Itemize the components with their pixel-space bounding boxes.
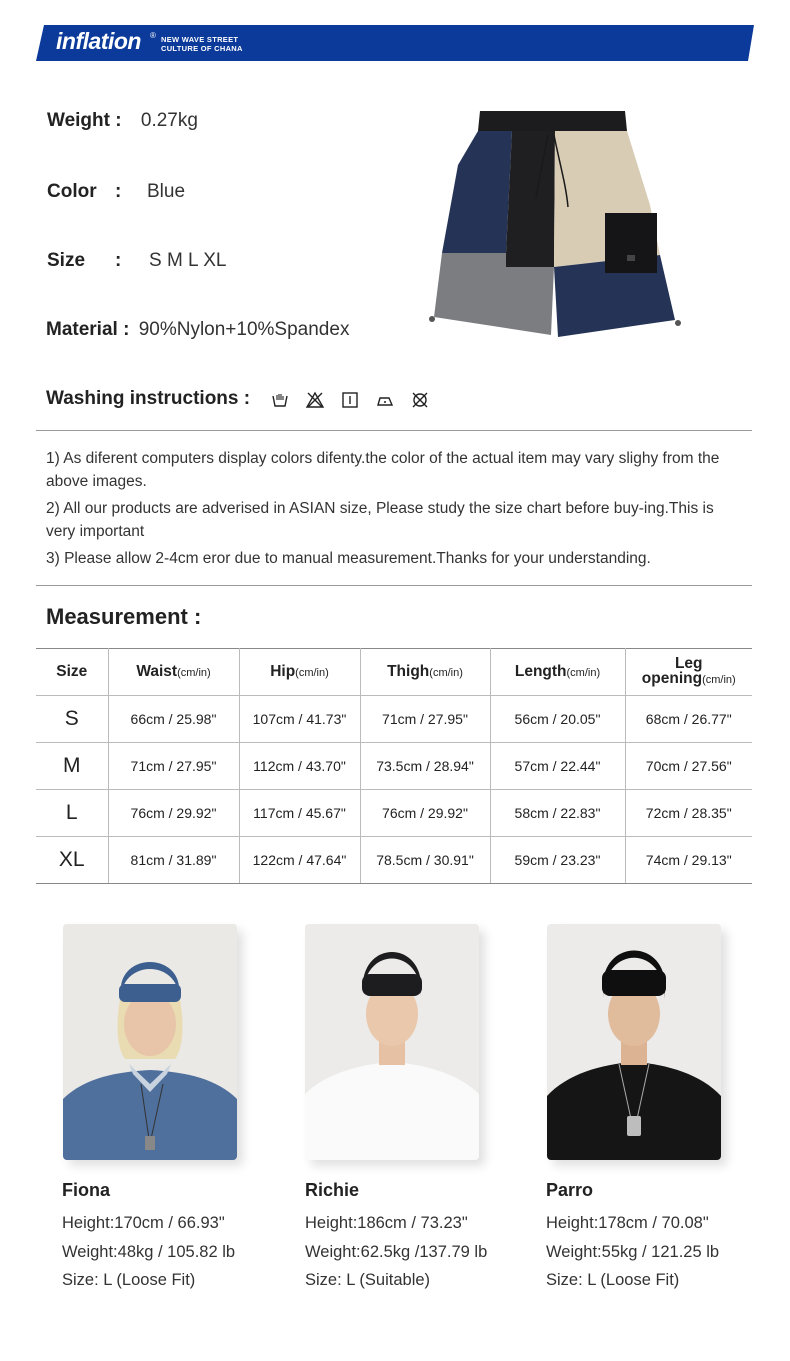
- cell-thigh: 73.5cm / 28.94": [360, 743, 490, 790]
- cell-size: XL: [36, 837, 108, 884]
- cell-leg-opening: 68cm / 26.77": [625, 696, 752, 743]
- model-photo-fiona: [63, 924, 237, 1160]
- brand-logo: inflation: [56, 28, 141, 54]
- cell-waist: 66cm / 25.98": [108, 696, 239, 743]
- model-weight: Weight:55kg / 121.25 lb: [546, 1242, 720, 1261]
- note-1: 1) As diferent computers display colors difenty.the color of the actual item may vary slighy from the above images.: [46, 450, 720, 490]
- model-name: Fiona: [62, 1180, 110, 1200]
- note-3: 3) Please allow 2-4cm eror due to manual measurement.Thanks for your understanding.: [46, 550, 651, 567]
- tagline-line-1: NEW WAVE STREET: [161, 35, 239, 44]
- cell-hip: 112cm / 43.70": [239, 743, 360, 790]
- model-height: Height:186cm / 73.23": [305, 1214, 468, 1232]
- model-height: Height:170cm / 66.93": [62, 1214, 225, 1232]
- table-header-row: [36, 649, 752, 696]
- cell-length: 58cm / 22.83": [490, 790, 625, 837]
- measurement-title: Measurement :: [46, 604, 202, 629]
- cell-size: M: [36, 743, 108, 790]
- banner-shape: [36, 25, 754, 61]
- spec-material-value: 90%Nylon+10%Spandex: [138, 319, 350, 340]
- cell-size: L: [36, 790, 108, 837]
- product-shorts-image: [420, 105, 690, 350]
- table-row: [36, 837, 752, 884]
- spec-color-colon: :: [115, 181, 122, 202]
- header-waist: Waist(cm/in): [108, 649, 239, 696]
- model-info-fiona: [62, 1180, 235, 1295]
- spec-color: [47, 181, 186, 203]
- cell-leg-opening: 70cm / 27.56": [625, 743, 752, 790]
- note-2: 2) All our products are adverised in ASIAN size, Please study the size chart before buy-ing.This is very important: [46, 500, 714, 540]
- model-weight: Weight:62.5kg /137.79 lb: [305, 1242, 488, 1261]
- spec-material-label: Material :: [46, 319, 130, 340]
- divider-top: [36, 430, 752, 431]
- registered-mark: ®: [150, 31, 156, 40]
- model-size: Size: L (Loose Fit): [62, 1271, 196, 1289]
- spec-weight: [47, 110, 198, 132]
- cell-size: S: [36, 696, 108, 743]
- hand-wash-icon: [270, 390, 290, 410]
- header-hip: Hip(cm/in): [239, 649, 360, 696]
- spec-size-value: S M L XL: [149, 250, 227, 271]
- model-info-parro: [546, 1180, 719, 1295]
- spec-weight-value: 0.27kg: [140, 110, 198, 131]
- cell-hip: 107cm / 41.73": [239, 696, 360, 743]
- model-weight: Weight:48kg / 105.82 lb: [62, 1242, 236, 1261]
- cell-thigh: 78.5cm / 30.91": [360, 837, 490, 884]
- model-size: Size: L (Suitable): [305, 1271, 431, 1289]
- cell-length: 59cm / 23.23": [490, 837, 625, 884]
- model-photo-richie: [305, 924, 479, 1160]
- table-row: [36, 696, 752, 743]
- cell-thigh: 71cm / 27.95": [360, 696, 490, 743]
- header-length: Length(cm/in): [490, 649, 625, 696]
- size-chart-table: [36, 648, 752, 884]
- model-name: Richie: [305, 1180, 360, 1200]
- washing-icons: [270, 390, 430, 410]
- cell-waist: 81cm / 31.89": [108, 837, 239, 884]
- tagline-line-2: CULTURE OF CHANA: [161, 44, 243, 53]
- cell-leg-opening: 74cm / 29.13": [625, 837, 752, 884]
- spec-color-value: Blue: [147, 181, 186, 202]
- spec-size: [47, 250, 227, 272]
- no-bleach-icon: [305, 390, 325, 410]
- model-photo-parro: [547, 924, 721, 1160]
- cell-length: 56cm / 20.05": [490, 696, 625, 743]
- notes: [46, 447, 746, 574]
- hang-dry-icon: [340, 390, 360, 410]
- spec-size-colon: :: [115, 250, 122, 271]
- washing-instructions-label: Washing instructions :: [46, 388, 251, 409]
- model-name: Parro: [546, 1180, 594, 1200]
- cell-hip: 117cm / 45.67": [239, 790, 360, 837]
- table-row: [36, 743, 752, 790]
- model-height: Height:178cm / 70.08": [546, 1214, 709, 1232]
- header-size: Size: [36, 649, 108, 696]
- spec-color-label: Color: [47, 181, 97, 202]
- header-thigh: Thigh(cm/in): [360, 649, 490, 696]
- header-leg-opening: Leg opening(cm/in): [625, 649, 752, 696]
- spec-size-label: Size: [47, 250, 86, 271]
- no-dry-clean-icon: [410, 390, 430, 410]
- model-size: Size: L (Loose Fit): [546, 1271, 680, 1289]
- cell-leg-opening: 72cm / 28.35": [625, 790, 752, 837]
- cell-waist: 76cm / 29.92": [108, 790, 239, 837]
- spec-weight-label: Weight :: [47, 110, 122, 131]
- table-row: [36, 790, 752, 837]
- model-info-richie: [305, 1180, 487, 1295]
- cell-length: 57cm / 22.44": [490, 743, 625, 790]
- cell-waist: 71cm / 27.95": [108, 743, 239, 790]
- cell-hip: 122cm / 47.64": [239, 837, 360, 884]
- brand-banner: [36, 25, 754, 61]
- low-iron-icon: [375, 390, 395, 410]
- cell-thigh: 76cm / 29.92": [360, 790, 490, 837]
- spec-material: [46, 319, 349, 341]
- divider-bottom: [36, 585, 752, 586]
